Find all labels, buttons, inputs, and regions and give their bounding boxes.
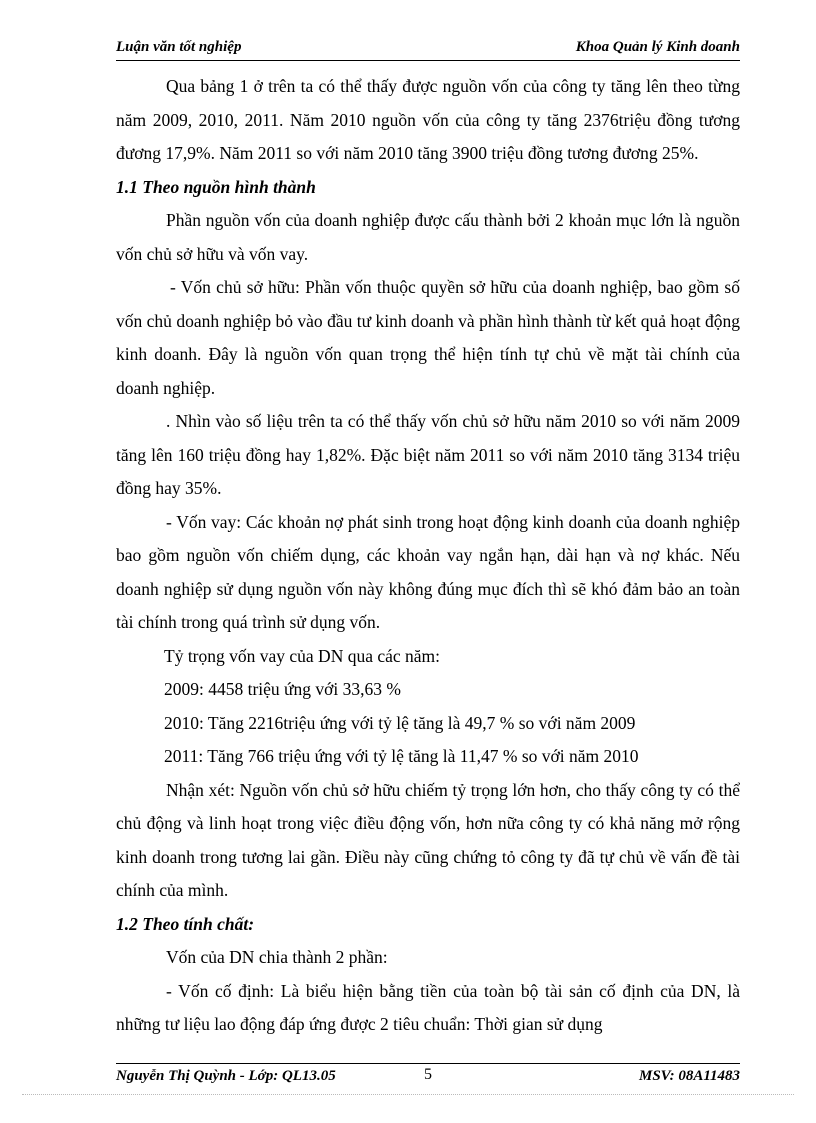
- footer-student-id: MSV: 08A11483: [639, 1068, 740, 1084]
- paragraph-capital-parts: Vốn của DN chia thành 2 phần:: [166, 947, 388, 967]
- header-thesis-label: Luận văn tốt nghiệp: [116, 39, 242, 55]
- header-faculty-label: Khoa Quản lý Kinh doanh: [575, 39, 740, 55]
- paragraph-fixed-capital: - Vốn cố định: Là biểu hiện bằng tiền của toàn bộ tài sản cố định của DN, là những tư liệu lao động đáp ứng được 2 tiêu chuẩn: Thời gian sử dụng: [116, 980, 740, 1034]
- list-title: Tỷ trọng vốn vay của DN qua các năm:: [164, 645, 441, 666]
- page-content: [116, 70, 740, 1042]
- paragraph-equity-analysis: . Nhìn vào số liệu trên ta có thể thấy vốn chủ sở hữu năm 2010 so với năm 2009 tăng lên 160 triệu đồng hay 1,82%. Đặc biệt năm 2011 so với năm 2010 tăng 3134 triệu đồng hay 35%.: [116, 411, 740, 498]
- paragraph-loan-definition: - Vốn vay: Các khoản nợ phát sinh trong hoạt động kinh doanh của doanh nghiệp bao gồm nguồn vốn chiếm dụng, các khoản vay ngắn hạn, dài hạn và nợ khác. Nếu doanh nghiệp sử dụng nguồn vốn này không đúng mục đích thì sẽ khó đảm bảo an toàn tài chính trong quá trình sử dụng vốn.: [116, 511, 740, 632]
- list-item: 2011: Tăng 766 triệu ứng với tỷ lệ tăng là 11,47 % so với năm 2010: [164, 746, 639, 766]
- page-header: [116, 38, 740, 61]
- page-footer: [116, 1063, 740, 1088]
- section-heading-source: 1.1 Theo nguồn hình thành: [116, 176, 316, 197]
- paragraph-capital-structure: Phần nguồn vốn của doanh nghiệp được cấu thành bởi 2 khoản mục lớn là nguồn vốn chủ sở hữu và vốn vay.: [116, 210, 740, 264]
- paragraph-capital-growth: Qua bảng 1 ở trên ta có thể thấy được nguồn vốn của công ty tăng lên theo từng năm 2009, 2010, 2011. Năm 2010 nguồn vốn của công ty tăng 2376triệu đồng tương đương 17,9%. Năm 2011 so với năm 2010 tăng 3900 triệu đồng tương đương 25%.: [116, 76, 740, 163]
- paragraph-equity-definition: - Vốn chủ sở hữu: Phần vốn thuộc quyền sở hữu của doanh nghiệp, bao gồm số vốn chủ doanh nghiệp bỏ vào đầu tư kinh doanh và phần hình thành từ kết quả hoạt động kinh doanh. Đây là nguồn vốn quan trọng thể hiện tính tự chủ về mặt tài chính của doanh nghiệp.: [116, 277, 740, 398]
- page-bottom-divider: [22, 1094, 794, 1095]
- footer-author: Nguyễn Thị Quỳnh - Lớp: QL13.05: [116, 1068, 336, 1084]
- section-heading-nature: 1.2 Theo tính chất:: [116, 913, 255, 934]
- list-item: 2009: 4458 triệu ứng với 33,63 %: [164, 679, 401, 699]
- footer-page-number: 5: [424, 1066, 432, 1083]
- list-item: 2010: Tăng 2216triệu ứng với tỷ lệ tăng là 49,7 % so với năm 2009: [164, 712, 636, 733]
- paragraph-remark: Nhận xét: Nguồn vốn chủ sở hữu chiếm tỷ trọng lớn hơn, cho thấy công ty có thể chủ động và linh hoạt trong việc điều động vốn, hơn nữa công ty có khả năng mở rộng kinh doanh trong tương lai gần. Điều này cũng chứng tỏ công ty đã tự chủ về vấn đề tài chính của mình.: [116, 779, 740, 900]
